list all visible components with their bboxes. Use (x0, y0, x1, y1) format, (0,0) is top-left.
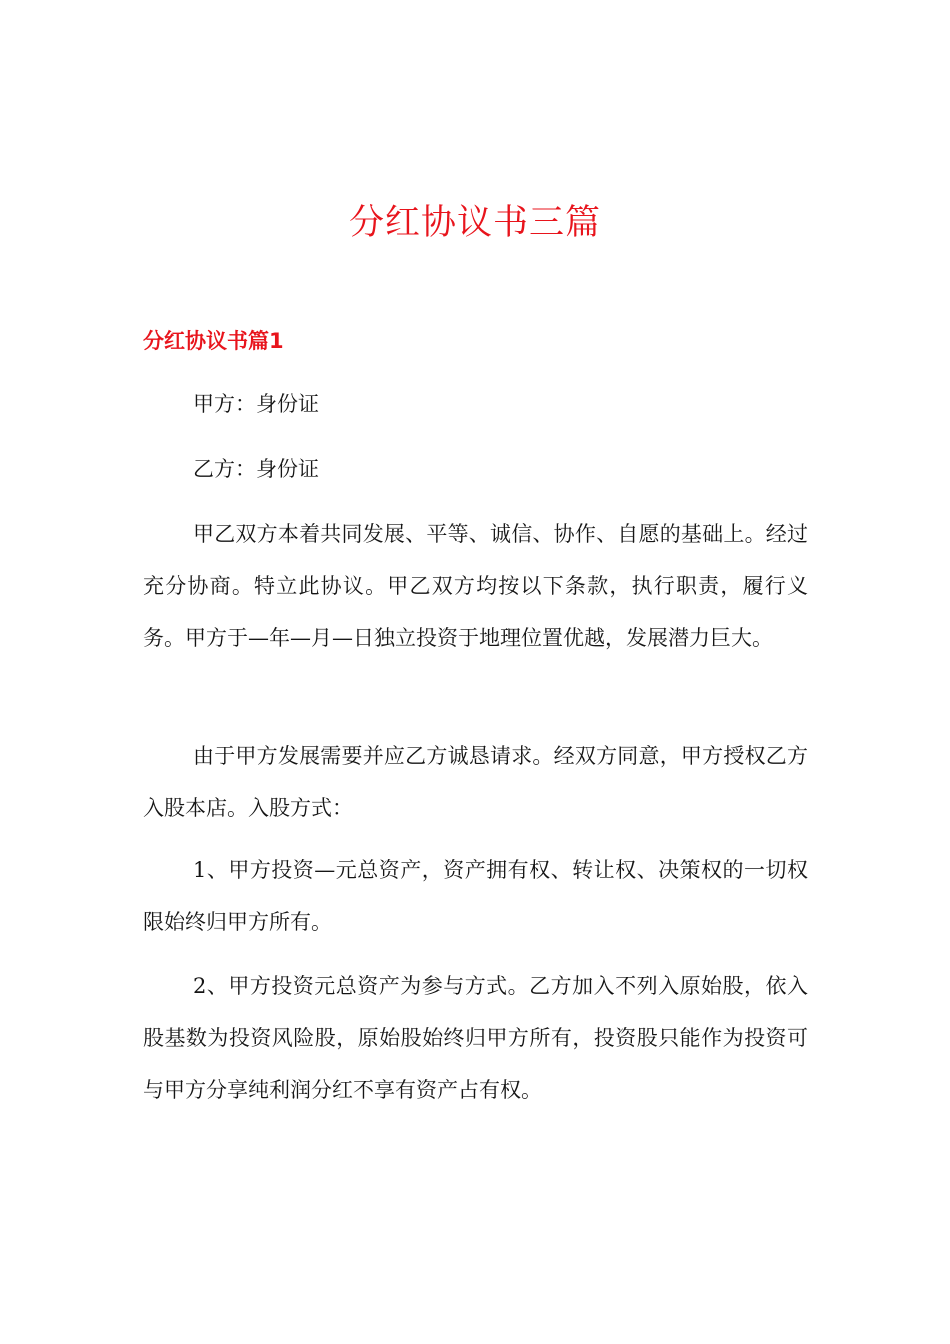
party-b-line: 乙方：身份证 (193, 457, 319, 481)
party-a-line: 甲方：身份证 (193, 392, 319, 416)
document-title: 分红协议书三篇 (348, 203, 601, 243)
section-heading: 分红协议书篇1 (143, 329, 284, 353)
clause-2-paragraph: 2、甲方投资元总资产为参与方式。乙方加入不列入原始股，依入股基数为投资风险股，原始股始终归甲方所有，投资股只能作为投资可与甲方分享纯利润分红不享有资产占有权。 (143, 974, 808, 1102)
clause-1-paragraph: 1、甲方投资—元总资产，资产拥有权、转让权、决策权的一切权限始终归甲方所有。 (143, 858, 808, 934)
reason-paragraph: 由于甲方发展需要并应乙方诚恳请求。经双方同意，甲方授权乙方入股本店。入股方式： (143, 744, 808, 820)
intro-paragraph: 甲乙双方本着共同发展、平等、诚信、协作、自愿的基础上。经过充分协商。特立此协议。甲乙双方均按以下条款，执行职责，履行义务。甲方于—年—月—日独立投资于地理位置优越，发展潜力巨大。 (143, 522, 808, 650)
